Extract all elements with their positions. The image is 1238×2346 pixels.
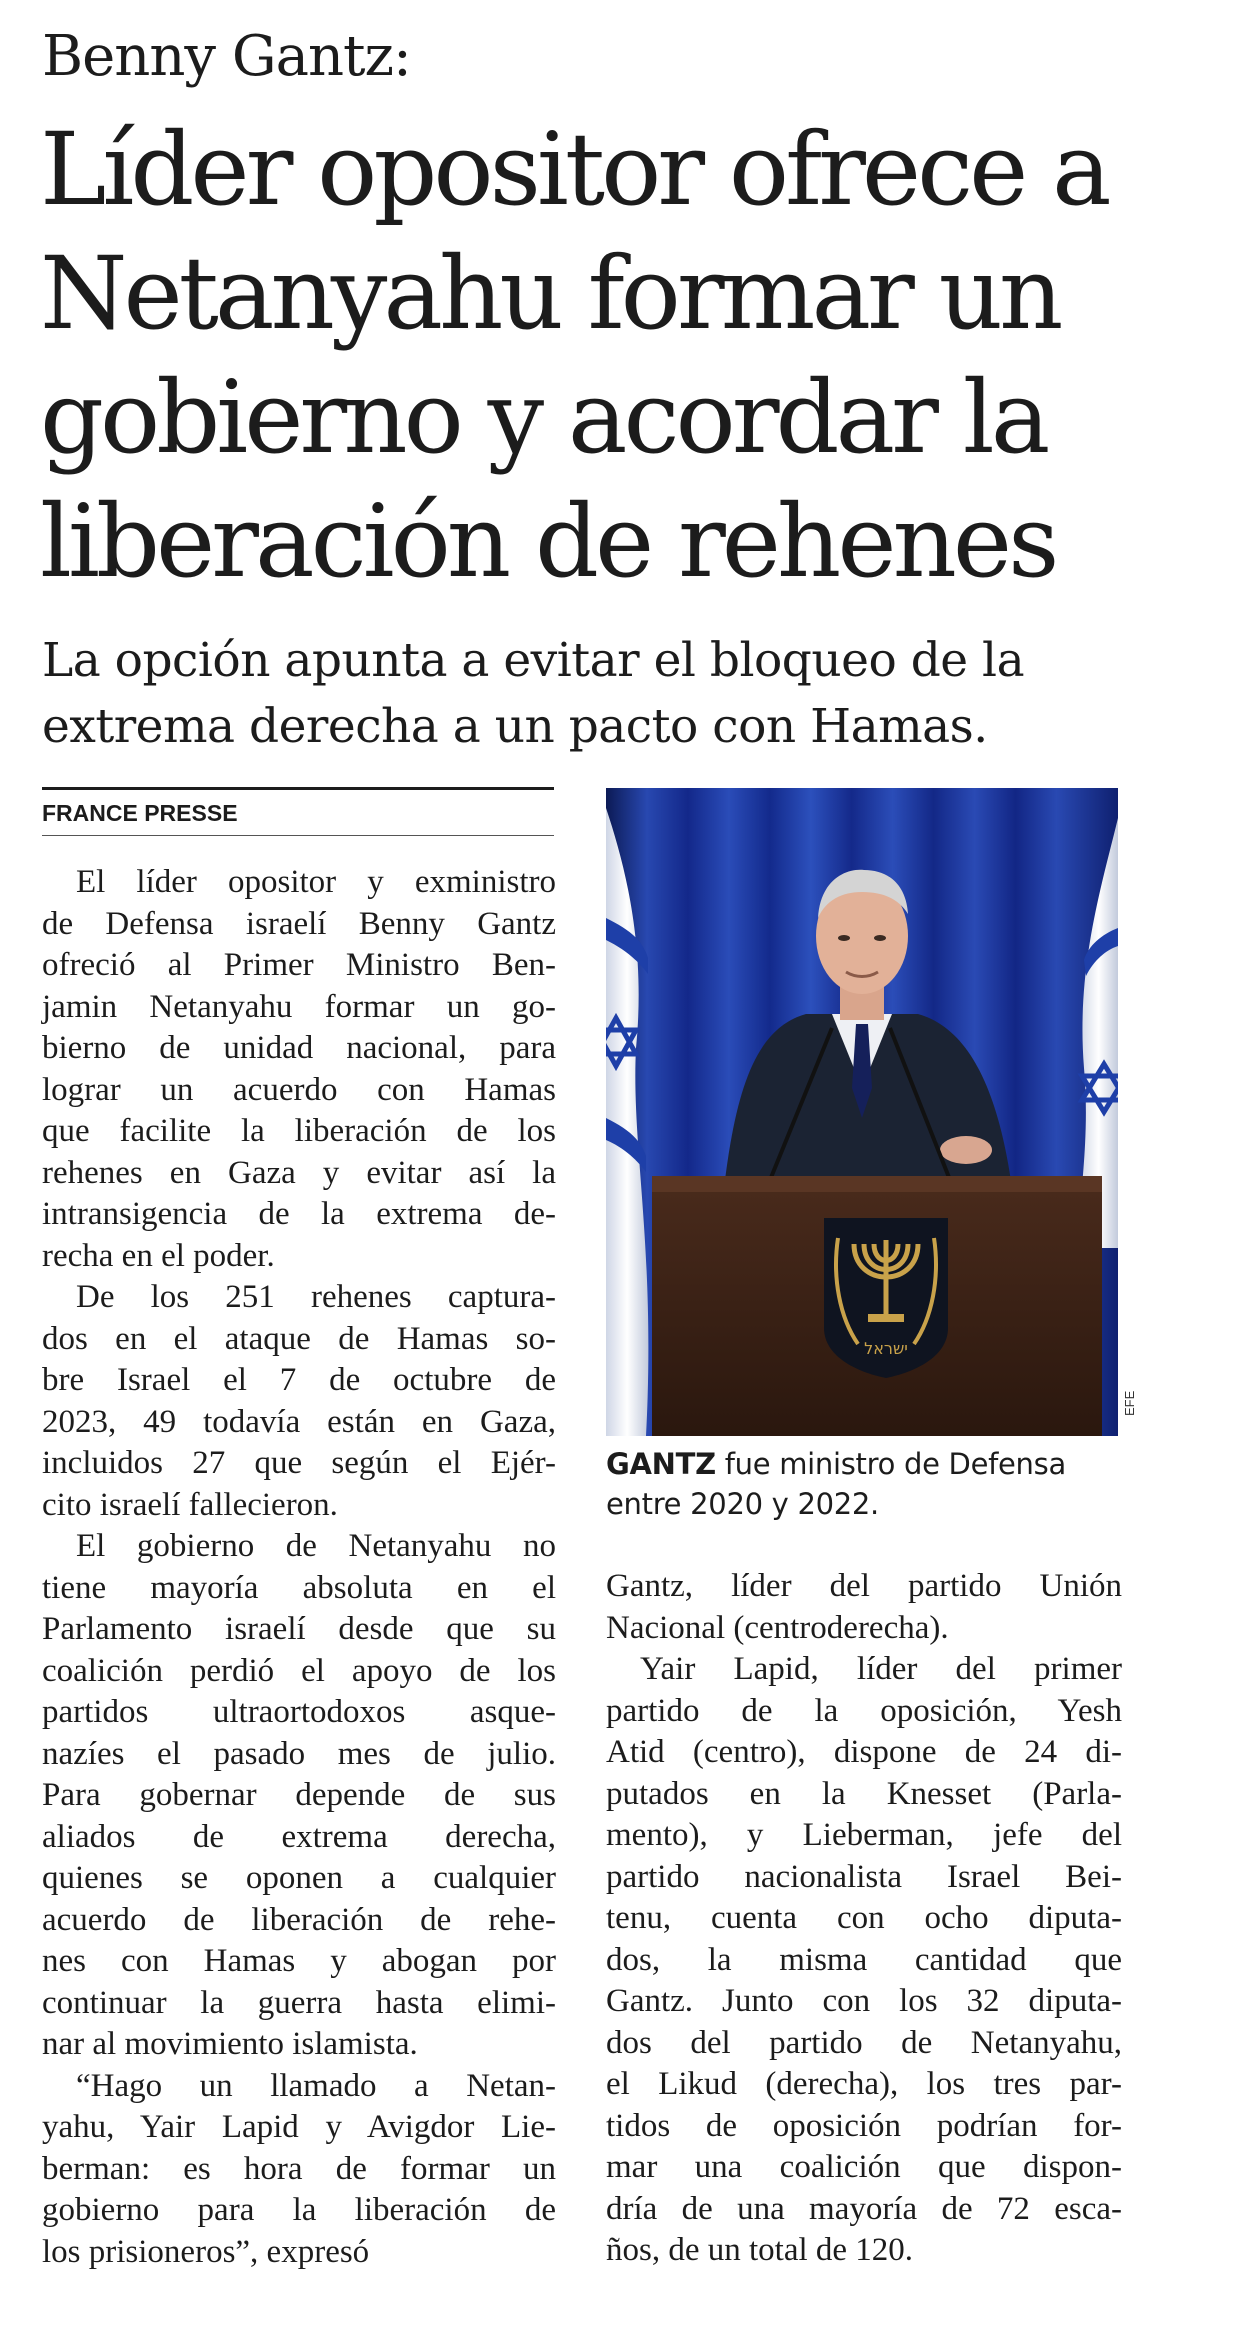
body-line: jamin Netanyahu formar un go- bbox=[42, 988, 556, 1025]
body-line: Gantz, líder del partido Unión bbox=[606, 1568, 1122, 1604]
body-line: 2023, 49 todavía están en Gaza, bbox=[42, 1403, 556, 1440]
body-line: ofreció al Primer Ministro Ben- bbox=[42, 947, 556, 983]
body-line: el Likud (derecha), los tres par- bbox=[606, 2066, 1122, 2102]
caption-line: entre 2020 y 2022. bbox=[606, 1487, 879, 1521]
body-line: El gobierno de Netanyahu no bbox=[76, 1528, 556, 1564]
body-line: intransigencia de la extrema de- bbox=[42, 1196, 556, 1232]
byline: FRANCE PRESSE bbox=[42, 800, 238, 826]
body-line: continuar la guerra hasta elimi- bbox=[42, 1984, 556, 2021]
body-line: Yair Lapid, líder del primer bbox=[640, 1651, 1122, 1687]
body-line: partido de la oposición, Yesh bbox=[606, 1692, 1122, 1729]
body-line: nes con Hamas y abogan por bbox=[42, 1943, 556, 1979]
body-line: gobierno para la liberación de bbox=[42, 2192, 556, 2228]
body-line: bierno de unidad nacional, para bbox=[42, 1030, 556, 1066]
body-line: Parlamento israelí desde que su bbox=[42, 1611, 556, 1647]
emblem-text: ישראל bbox=[864, 1339, 908, 1358]
body-line: Gantz. Junto con los 32 diputa- bbox=[606, 1983, 1122, 2019]
byline-rule-bottom bbox=[42, 835, 554, 836]
body-line: De los 251 rehenes captura- bbox=[76, 1279, 556, 1315]
deck-subtitle bbox=[42, 628, 1222, 760]
headline-line: Líder opositor ofrece a bbox=[40, 111, 1108, 228]
body-line: Para gobernar depende de sus bbox=[42, 1777, 556, 1813]
body-line: dos del partido de Netanyahu, bbox=[606, 2024, 1122, 2061]
deck-line: extrema derecha a un pacto con Hamas. bbox=[42, 699, 988, 754]
caption-text: fue ministro de Defensa bbox=[715, 1447, 1066, 1481]
body-line: dría de una mayoría de 72 esca- bbox=[606, 2190, 1122, 2227]
body-line: yahu, Yair Lapid y Avigdor Lie- bbox=[42, 2109, 556, 2145]
body-line: El líder opositor y exministro bbox=[76, 864, 556, 900]
body-line: mar una coalición que dispon- bbox=[606, 2149, 1122, 2185]
body-line: putados en la Knesset (Parla- bbox=[606, 1775, 1122, 1812]
caption-line bbox=[606, 1444, 1126, 1484]
body-line: lograr un acuerdo con Hamas bbox=[42, 1071, 556, 1108]
byline-rule-top bbox=[42, 787, 554, 790]
body-line: coalición perdió el apoyo de los bbox=[42, 1652, 556, 1689]
body-line: tiene mayoría absoluta en el bbox=[42, 1569, 556, 1606]
body-line: dos en el ataque de Hamas so- bbox=[42, 1320, 556, 1357]
body-line: que facilite la liberación de los bbox=[42, 1113, 556, 1149]
body-line: rehenes en Gaza y evitar así la bbox=[42, 1154, 556, 1191]
body-line: tidos de oposición podrían for- bbox=[606, 2107, 1122, 2144]
body-line: aliados de extrema derecha, bbox=[42, 1818, 556, 1855]
body-column-right bbox=[606, 1566, 1122, 2272]
body-line: “Hago un llamado a Netan- bbox=[76, 2067, 556, 2104]
body-line: mento), y Lieberman, jefe del bbox=[606, 1817, 1122, 1853]
deck-line: La opción apunta a evitar el bloqueo de la bbox=[42, 633, 1025, 688]
headline-line: gobierno y acordar la bbox=[40, 359, 1047, 476]
caption-lead: GANTZ bbox=[606, 1447, 716, 1481]
body-line: acuerdo de liberación de rehe- bbox=[42, 1901, 556, 1938]
photo-credit: EFE bbox=[1122, 1390, 1137, 1416]
body-line: partidos ultraortodoxos asque- bbox=[42, 1694, 556, 1730]
body-line: quienes se oponen a cualquier bbox=[42, 1860, 556, 1896]
body-line: Nacional (centroderecha). bbox=[606, 1609, 949, 1646]
news-photo bbox=[606, 788, 1118, 1436]
body-line: nazíes el pasado mes de julio. bbox=[42, 1735, 556, 1772]
body-line: berman: es hora de formar un bbox=[42, 2150, 556, 2187]
headline-line: liberación de rehenes bbox=[40, 483, 1056, 600]
headline bbox=[40, 108, 1200, 604]
body-line: los prisioneros”, expresó bbox=[42, 2233, 370, 2270]
kicker: Benny Gantz: bbox=[42, 24, 411, 89]
photo-caption bbox=[606, 1444, 1126, 1524]
body-column-left bbox=[42, 862, 556, 2273]
body-line: recha en el poder. bbox=[42, 1237, 275, 1274]
body-line: incluidos 27 que según el Ejér- bbox=[42, 1445, 556, 1481]
body-line: Atid (centro), dispone de 24 di- bbox=[606, 1734, 1122, 1770]
headline-line: Netanyahu formar un bbox=[40, 235, 1060, 352]
body-line: tenu, cuenta con ocho diputa- bbox=[606, 1900, 1122, 1936]
body-line: partido nacionalista Israel Bei- bbox=[606, 1858, 1122, 1895]
body-line: nar al movimiento islamista. bbox=[42, 2026, 418, 2062]
body-line: de Defensa israelí Benny Gantz bbox=[42, 905, 556, 942]
body-line: cito israelí fallecieron. bbox=[42, 1486, 338, 1523]
body-line: bre Israel el 7 de octubre de bbox=[42, 1362, 556, 1398]
body-line: dos, la misma cantidad que bbox=[606, 1941, 1122, 1978]
body-line: ños, de un total de 120. bbox=[606, 2232, 914, 2268]
